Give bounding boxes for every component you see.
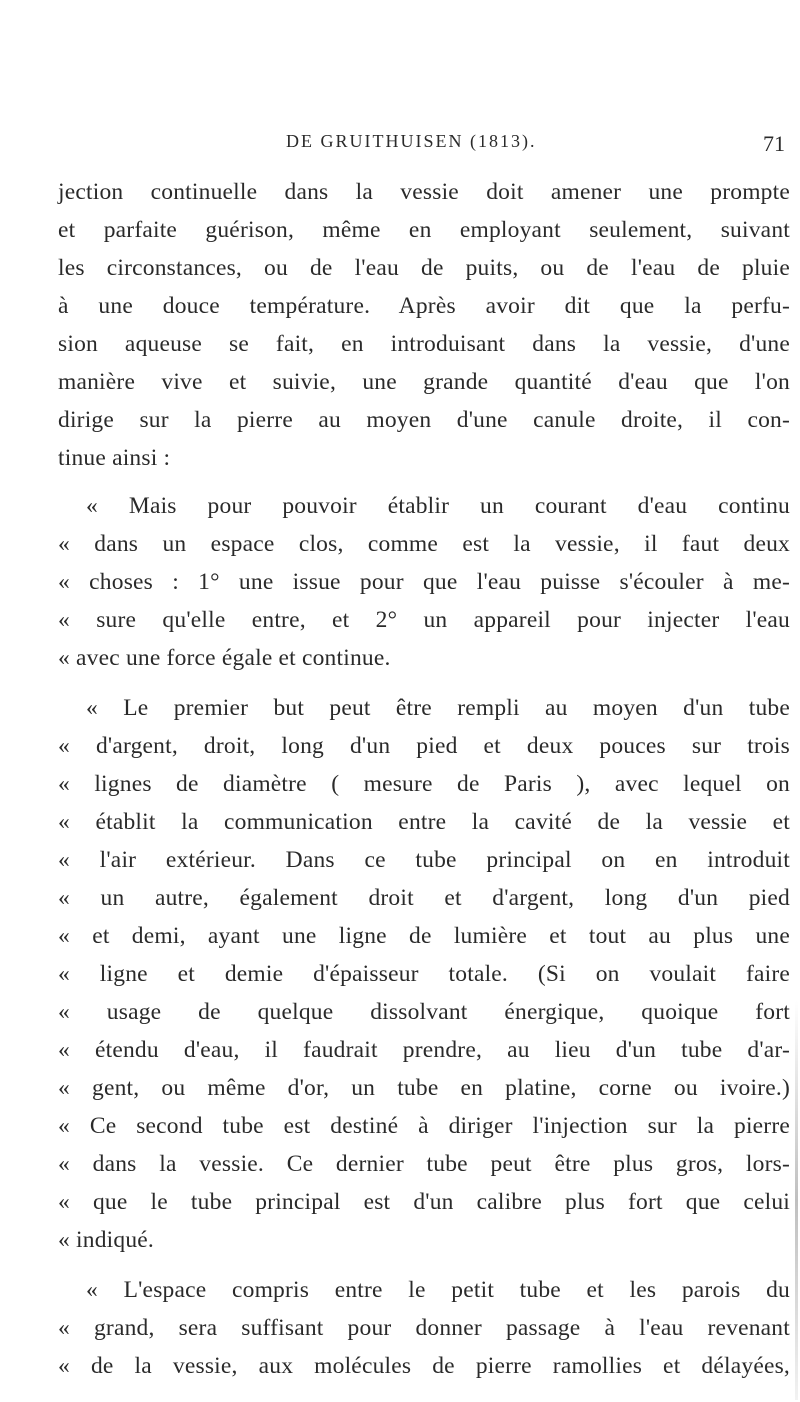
text-line: « établit la communication entre la cavité de la vessie et — [58, 809, 790, 835]
text-line: dirige sur la pierre au moyen d'une canule droite, il con- — [58, 407, 790, 433]
text-line: « Mais pour pouvoir établir un courant d'eau continu — [86, 493, 790, 519]
text-line: « Ce second tube est destiné à diriger l'injection sur la pierre — [58, 1113, 790, 1139]
text-line: « et demi, ayant une ligne de lumière et tout au plus une — [58, 923, 790, 949]
text-line: et parfaite guérison, même en employant seulement, suivant — [58, 217, 790, 243]
text-line: « dans un espace clos, comme est la vessie, il faut deux — [58, 531, 790, 557]
text-line: sion aqueuse se fait, en introduisant dans la vessie, d'une — [58, 331, 790, 357]
text-line: « un autre, également droit et d'argent, long d'un pied — [58, 885, 790, 911]
text-line: « gent, ou même d'or, un tube en platine, corne ou ivoire.) — [58, 1075, 790, 1101]
text-line: « lignes de diamètre ( mesure de Paris ), avec lequel on — [58, 771, 790, 797]
text-line: « que le tube principal est d'un calibre plus fort que celui — [58, 1189, 790, 1215]
text-line: « grand, sera suffisant pour donner passage à l'eau revenant — [58, 1315, 790, 1341]
text-line: « de la vessie, aux molécules de pierre ramollies et délayées, — [58, 1353, 790, 1379]
running-title: DE GRUITHUISEN (1813). — [286, 131, 537, 151]
running-head — [0, 131, 800, 161]
text-line: « choses : 1° une issue pour que l'eau puisse s'écouler à me- — [58, 569, 790, 595]
text-line: tinue ainsi : — [58, 445, 171, 471]
text-line: « indiqué. — [58, 1227, 154, 1253]
page-number: 71 — [763, 131, 785, 156]
text-line: « sure qu'elle entre, et 2° un appareil pour injecter l'eau — [58, 607, 790, 633]
text-line: les circonstances, ou de l'eau de puits, ou de l'eau de pluie — [58, 255, 790, 281]
text-line: à une douce température. Après avoir dit que la perfu- — [58, 293, 790, 319]
scan-edge-shadow — [795, 1000, 798, 1400]
text-line: « étendu d'eau, il faudrait prendre, au lieu d'un tube d'ar- — [58, 1037, 790, 1063]
text-line: manière vive et suivie, une grande quantité d'eau que l'on — [58, 369, 790, 395]
text-line: « L'espace compris entre le petit tube et les parois du — [86, 1277, 790, 1303]
text-line: « dans la vessie. Ce dernier tube peut être plus gros, lors- — [58, 1151, 790, 1177]
text-line: jection continuelle dans la vessie doit amener une prompte — [58, 179, 790, 205]
text-line: « ligne et demie d'épaisseur totale. (Si on voulait faire — [58, 961, 790, 987]
text-line: « avec une force égale et continue. — [58, 645, 391, 671]
text-line: « Le premier but peut être rempli au moyen d'un tube — [86, 695, 790, 721]
text-line: « l'air extérieur. Dans ce tube principal on en introduit — [58, 847, 790, 873]
text-line: « d'argent, droit, long d'un pied et deux pouces sur trois — [58, 733, 790, 759]
text-line: « usage de quelque dissolvant énergique, quoique fort — [58, 999, 790, 1025]
